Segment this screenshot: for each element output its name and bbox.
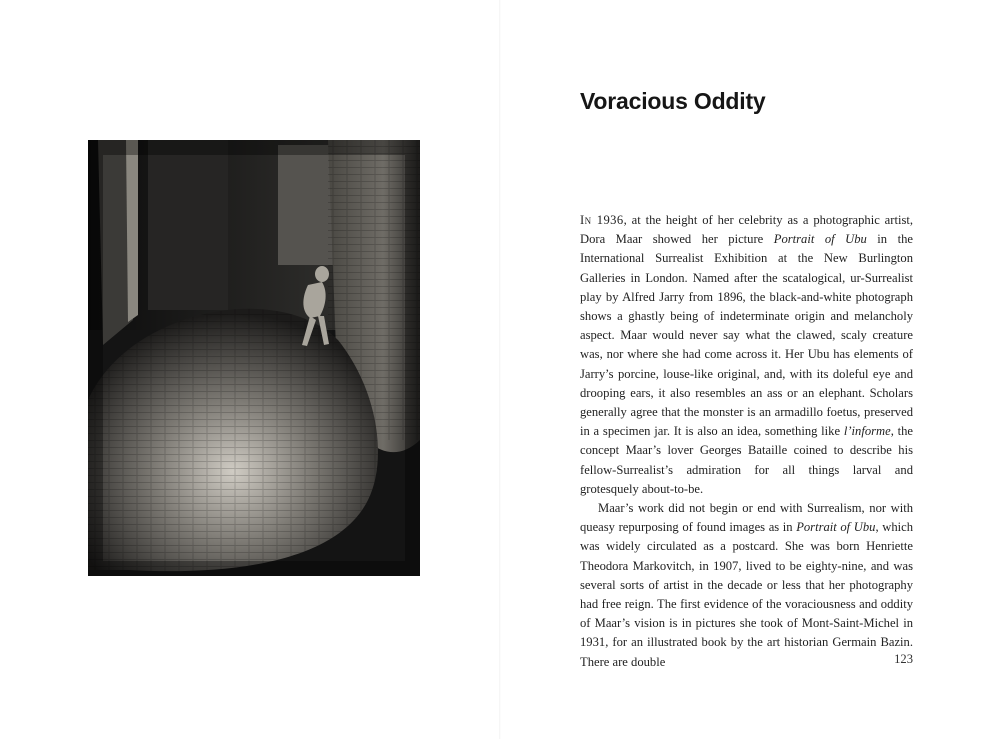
paragraph-1 (580, 211, 913, 499)
chapter-title: Voracious Oddity (580, 88, 766, 114)
text-run: , at the height of her celebrity as a photographic artist, Dora Maar showed her picture (580, 213, 913, 247)
text-run: , which was widely circulated as a postcard. She was born Henriette Theodora Markovitch, in 1907, lived to be eighty-nine, and was several sorts of artist in the decade or less that her photography had free reign. The first evidence of the voraciousness and oddity of Maar’s vision is in pictures she took of Mont-Saint-Michel in 1931, for an illustrated book by the art historian Germain Bazin. There are double (580, 520, 913, 669)
page-number: 123 (894, 652, 913, 666)
photograph-image (88, 140, 420, 576)
body-text (580, 211, 913, 672)
italic-title: Portrait of Ubu (773, 232, 867, 247)
page-gutter (499, 0, 501, 739)
italic-title: Portrait of Ubu (796, 520, 876, 535)
text-run: , the concept Maar’s lover Georges Bataille coined to describe his fellow-Surrealist’s admiration for all things larval and grotesquely about-to-be. (580, 424, 914, 496)
photograph (88, 140, 420, 576)
text-run: in the International Surrealist Exhibition at the New Burlington Galleries in London. Named after the scatalogical, ur-Surrealist play by Alfred Jarry from 1896, the black-and-white photograph shows a ghastly being of indeterminate origin and melancholy aspect. Maar would never say what the clawed, scaly creature was, nor where she had come across it. Her Ubu has elements of Jarry’s porcine, louse-like original, and, with its doleful eye and drooping ears, it also resembles an ass or an elephant. Scholars generally agree that the monster is an armadillo foetus, preserved in a specimen jar. It is also an idea, something like (580, 232, 913, 439)
text-run: Maar’s work did not begin or end with Surrealism, nor with queasy repurposing of found images as in (580, 501, 913, 535)
lead-in: In 1936 (580, 213, 624, 227)
paragraph-2 (580, 499, 913, 672)
italic-term: l’informe (843, 424, 891, 439)
